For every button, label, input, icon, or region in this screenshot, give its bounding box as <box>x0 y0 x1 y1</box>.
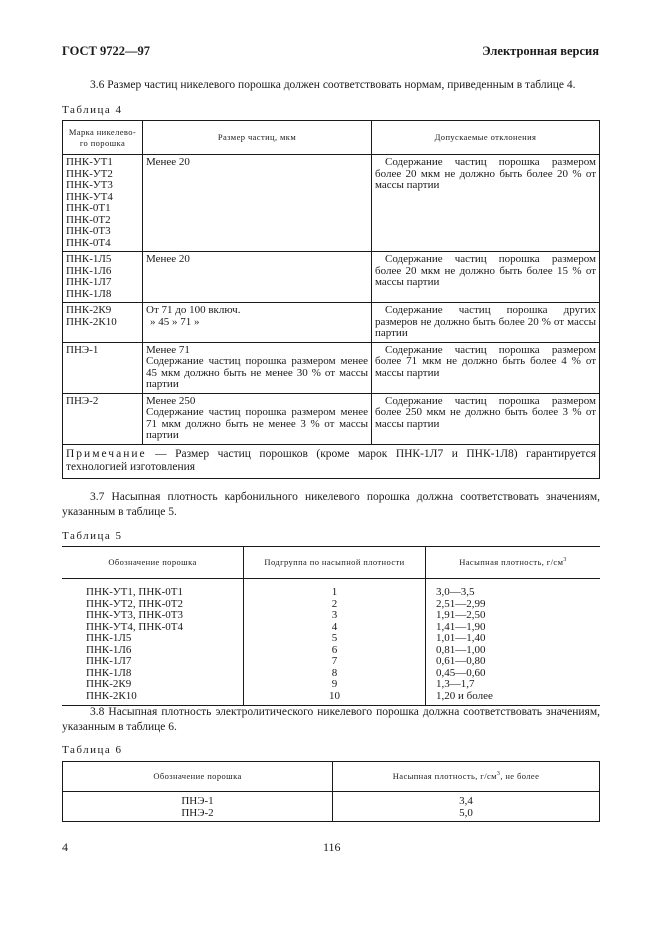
table4-row <box>63 155 600 252</box>
table6-header-designation: Обозначение порошка <box>63 762 333 792</box>
table-row <box>62 622 600 634</box>
subgroup-cell: 7 <box>244 656 426 668</box>
density-text: 5,0 <box>459 806 473 819</box>
size-text: От 71 до 100 включ. <box>146 304 241 316</box>
designation-cell: ПНК-УТ4, ПНК-0Т4 <box>86 620 184 633</box>
table4-row <box>63 393 600 444</box>
density-cell: 1,01—1,40 <box>426 633 601 645</box>
table4-row <box>63 342 600 393</box>
table4-row <box>63 303 600 343</box>
subgroup-cell: 1 <box>244 579 426 599</box>
grade: ПНК-УТ1 <box>66 156 113 168</box>
table4-header-grade: Марка никелево-го порошка <box>63 121 143 155</box>
density-cell: 0,61—0,80 <box>426 656 601 668</box>
size-cell <box>143 252 372 303</box>
grade-cell <box>63 303 143 343</box>
size-cell <box>143 303 372 343</box>
subgroup-cell: 5 <box>244 633 426 645</box>
edition-label: Электронная версия <box>482 44 599 58</box>
table-5 <box>62 546 600 706</box>
grade: ПНК-УТ4 <box>66 190 113 203</box>
density-cell: 1,91—2,50 <box>426 610 601 622</box>
paragraph-3-6: 3.6 Размер частиц никелевого порошка должен соответствовать нормам, приведенным в таблице 4. <box>90 79 576 91</box>
deviation-text: Содержание частиц порошка размером более 71 мкм не должно быть более 4 % от массы партии <box>375 343 596 379</box>
table4-note <box>63 444 600 478</box>
table-row <box>62 679 600 691</box>
grade: ПНК-0Т3 <box>66 225 111 237</box>
table4-note-row <box>63 444 600 478</box>
grade-cell <box>63 252 143 303</box>
grade: ПНК-0Т1 <box>66 202 111 214</box>
grade: ПНК-0Т2 <box>66 213 111 226</box>
table5-header-designation: Обозначение порошка <box>62 547 244 579</box>
table5-header-subgroup: Подгруппа по насыпной плотности <box>244 547 426 579</box>
deviation-cell <box>372 303 600 343</box>
size-text: Содержание частиц порошка размером менее 71 мкм должно быть не менее 3 % от массы партии <box>146 406 368 441</box>
subgroup-cell: 8 <box>244 668 426 680</box>
grade: ПНК-2К9 <box>66 304 112 316</box>
table-row <box>62 610 600 622</box>
table-row <box>62 579 600 599</box>
designation-cell: ПНК-2К10 <box>86 689 137 702</box>
table-6 <box>62 761 600 822</box>
table4-header-row <box>63 121 600 155</box>
table-row <box>62 656 600 668</box>
table4-row <box>63 252 600 303</box>
table6-header-row <box>63 762 600 792</box>
deviation-cell <box>372 155 600 252</box>
density-cell: 3,0—3,5 <box>426 579 601 599</box>
size-text: Менее 20 <box>146 156 190 168</box>
grade: ПНК-1Л7 <box>66 276 112 288</box>
table-row <box>62 668 600 680</box>
designation-cell: ПНК-1Л8 <box>86 666 132 679</box>
page-number-center: 116 <box>323 840 341 854</box>
subgroup-cell: 9 <box>244 679 426 691</box>
document-code: ГОСТ 9722—97 <box>62 44 151 58</box>
designation-cell: ПНК-2К9 <box>86 678 132 690</box>
density-text: 3,4 <box>459 795 473 807</box>
designation-cell: ПНК-УТ1, ПНК-0Т1 <box>86 586 184 598</box>
note-label: Примечание <box>66 447 147 460</box>
grade: ПНК-УТ2 <box>66 167 113 180</box>
designation-text: ПНЭ-1 <box>181 795 214 807</box>
density-cell: 2,51—2,99 <box>426 599 601 611</box>
table6-caption: Таблица 6 <box>62 744 123 756</box>
table6-header-density: Насыпная плотность, $г/см^3$, не более <box>333 762 600 792</box>
table5-header-density: Насыпная плотность, $г/см^3$ <box>426 547 601 579</box>
deviation-cell <box>372 252 600 303</box>
grade: ПНЭ-1 <box>66 343 99 356</box>
grade: ПНК-2К10 <box>66 315 117 328</box>
designation-cell: ПНК-УТ3, ПНК-0Т3 <box>86 609 184 621</box>
grade: ПНК-1Л8 <box>66 287 112 300</box>
density-cell: 1,20 и более <box>426 691 601 706</box>
size-cell <box>143 342 372 393</box>
designation-cell: ПНК-1Л7 <box>86 655 132 667</box>
density-cell: 1,3—1,7 <box>426 679 601 691</box>
subgroup-cell: 10 <box>244 691 426 706</box>
size-cell <box>143 155 372 252</box>
size-text: Менее 250 <box>146 394 196 407</box>
density-cell: 1,41—1,90 <box>426 622 601 634</box>
designation-cell: ПНК-1Л6 <box>86 643 132 656</box>
paragraph-3-8: 3.8 Насыпная плотность электролитического никелевого порошка должна соответствовать значениям, указанным в таблице 6. <box>62 706 600 733</box>
page-number-left: 4 <box>62 840 68 854</box>
subgroup-cell: 6 <box>244 645 426 657</box>
grade-cell <box>63 155 143 252</box>
grade: ПНК-1Л6 <box>66 264 112 277</box>
table-row <box>62 645 600 657</box>
subgroup-cell: 2 <box>244 599 426 611</box>
table5-caption: Таблица 5 <box>62 530 123 542</box>
deviation-cell <box>372 393 600 444</box>
table6-body-row <box>63 792 600 822</box>
size-text: Менее 20 <box>146 253 190 265</box>
grade: ПНК-УТ3 <box>66 179 113 191</box>
grade-cell <box>63 393 143 444</box>
note-text: — Размер частиц порошков (кроме марок ПНК-1Л7 и ПНК-1Л8) гарантируется технологией изготовления <box>66 447 596 473</box>
grade: ПНЭ-2 <box>66 394 99 407</box>
density-cell <box>333 792 600 822</box>
deviation-text: Содержание частиц порошка размером более 20 мкм не должно быть более 15 % от массы партии <box>375 253 596 288</box>
designation-cell <box>63 792 333 822</box>
density-cell: 0,81—1,00 <box>426 645 601 657</box>
size-text: Менее 71 <box>146 343 190 356</box>
designation-cell: ПНК-1Л5 <box>86 632 132 644</box>
table-row <box>62 633 600 645</box>
paragraph-3-7: 3.7 Насыпная плотность карбонильного никелевого порошка должна соответствовать значениям, указанным в таблице 5. <box>62 491 600 518</box>
density-cell: 0,45—0,60 <box>426 668 601 680</box>
grade: ПНК-1Л5 <box>66 253 112 265</box>
designation-cell: ПНК-УТ2, ПНК-0Т2 <box>86 597 184 610</box>
deviation-text: Содержание частиц порошка размером более 20 мкм не должно быть более 20 % от массы партии <box>375 156 596 191</box>
designation-text: ПНЭ-2 <box>181 806 214 819</box>
deviation-cell <box>372 342 600 393</box>
size-cell <box>143 393 372 444</box>
table-4 <box>62 120 600 479</box>
size-text: » 45 » 71 » <box>150 315 200 328</box>
deviation-text: Содержание частиц порошка размером более 250 мкм не должно быть более 3 % от массы партии <box>375 394 596 430</box>
size-text: Содержание частиц порошка размером менее 45 мкм должно быть не менее 30 % от массы партии <box>146 355 368 390</box>
table-row <box>62 691 600 706</box>
subgroup-cell: 4 <box>244 622 426 634</box>
table4-header-deviation: Допускаемые отклонения <box>372 121 600 155</box>
table4-header-size: Размер частиц, мкм <box>143 121 372 155</box>
table5-header-row <box>62 547 600 579</box>
subgroup-cell: 3 <box>244 610 426 622</box>
table4-caption: Таблица 4 <box>62 104 123 116</box>
grade: ПНК-0Т4 <box>66 236 111 249</box>
grade-cell <box>63 342 143 393</box>
deviation-text: Содержание частиц порошка других размеров не должно быть более 20 % от массы партии <box>375 304 596 339</box>
